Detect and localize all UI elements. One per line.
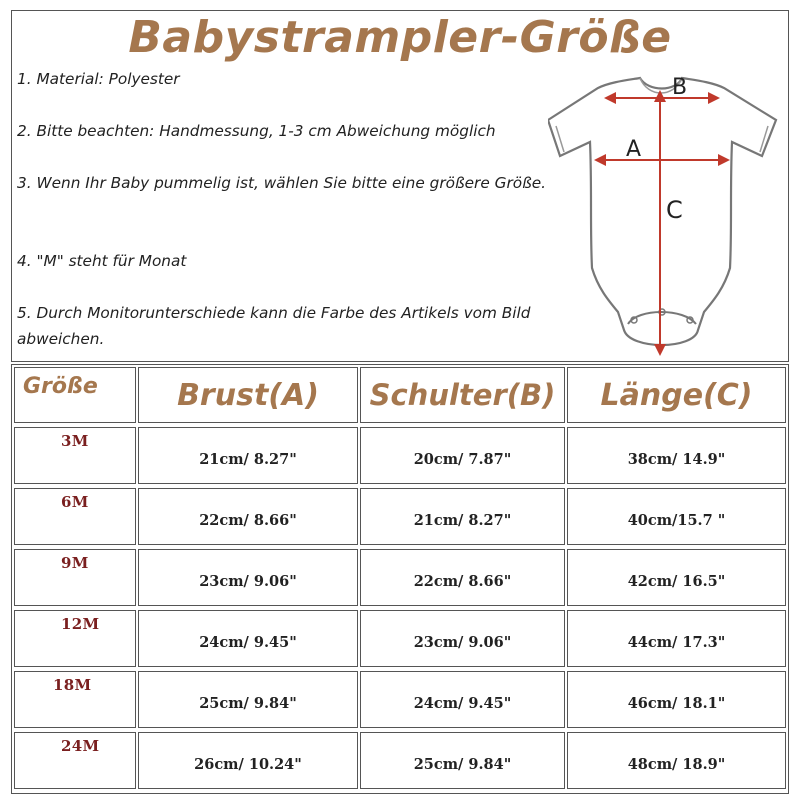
label-a: A — [626, 137, 642, 162]
table-cell-chest — [138, 488, 358, 545]
label-c: C — [666, 196, 683, 224]
header-length — [567, 367, 786, 423]
table-cell-length — [567, 488, 786, 545]
table-cell-chest — [138, 427, 358, 484]
measurement-value: 25cm/ 9.84" — [199, 695, 297, 712]
page-title: Babystrampler-Größe — [128, 12, 672, 63]
measurement-value: 21cm/ 8.27" — [413, 512, 512, 529]
table-cell-chest — [138, 610, 358, 667]
table-cell-shoulder — [360, 488, 565, 545]
size-table — [11, 364, 789, 794]
note-measurement: 2. Bitte beachten: Handmessung, 1-3 cm Abweichung möglich — [17, 122, 496, 140]
measurement-value: 26cm/ 10.24" — [194, 756, 302, 773]
table-cell-size — [14, 610, 136, 667]
table-cell-length — [567, 671, 786, 728]
table-cell-length — [567, 610, 786, 667]
table-cell-shoulder — [360, 732, 565, 789]
table-cell-size — [14, 549, 136, 606]
header-shoulder — [360, 367, 565, 423]
header-shoulder-label: Schulter(B) — [369, 378, 556, 412]
note-color: 5. Durch Monitorunterschiede kann die Farbe des Artikels vom Bild abweichen. — [17, 304, 531, 348]
header-size — [14, 367, 136, 423]
table-cell-shoulder — [360, 427, 565, 484]
table-cell-length — [567, 549, 786, 606]
table-cell-size — [14, 671, 136, 728]
table-cell-shoulder — [360, 671, 565, 728]
measurement-value: 48cm/ 18.9" — [627, 756, 726, 773]
header-size-label: Größe — [23, 374, 98, 399]
measurement-value: 25cm/ 9.84" — [413, 756, 512, 773]
table-cell-chest — [138, 732, 358, 789]
measurement-value: 42cm/ 16.5" — [627, 573, 726, 590]
table-cell-shoulder — [360, 610, 565, 667]
measurement-value: 22cm/ 8.66" — [199, 512, 297, 529]
measurement-value: 22cm/ 8.66" — [413, 573, 512, 590]
measurement-value: 24cm/ 9.45" — [413, 695, 512, 712]
size-label: 18M — [53, 676, 92, 694]
measurement-value: 24cm/ 9.45" — [199, 634, 297, 651]
baby-bodysuit-diagram — [548, 68, 780, 360]
header-length-label: Länge(C) — [600, 377, 753, 413]
measurement-value: 40cm/15.7 " — [627, 512, 726, 529]
note-material: 1. Material: Polyester — [17, 70, 180, 88]
table-cell-chest — [138, 671, 358, 728]
table-cell-length — [567, 427, 786, 484]
measurement-value: 46cm/ 18.1" — [627, 695, 726, 712]
size-label: 6M — [61, 493, 89, 511]
header-chest — [138, 367, 358, 423]
note-month: 4. "M" steht für Monat — [17, 252, 187, 270]
note-size-choice: 3. Wenn Ihr Baby pummelig ist, wählen Sie bitte eine größere Größe. — [17, 174, 546, 192]
size-label: 3M — [61, 432, 89, 450]
measurement-value: 23cm/ 9.06" — [199, 573, 297, 590]
header-chest-label: Brust(A) — [177, 377, 319, 413]
size-label: 24M — [61, 737, 100, 755]
baby-bodysuit-icon — [548, 68, 780, 360]
table-cell-chest — [138, 549, 358, 606]
measurement-value: 23cm/ 9.06" — [413, 634, 512, 651]
table-cell-length — [567, 732, 786, 789]
table-cell-size — [14, 488, 136, 545]
size-label: 12M — [61, 615, 100, 633]
table-cell-shoulder — [360, 549, 565, 606]
table-cell-size — [14, 732, 136, 789]
size-label: 9M — [61, 554, 89, 572]
measurement-value: 21cm/ 8.27" — [199, 451, 297, 468]
table-cell-size — [14, 427, 136, 484]
measurement-value: 38cm/ 14.9" — [627, 451, 726, 468]
label-b: B — [672, 75, 688, 100]
measurement-value: 44cm/ 17.3" — [627, 634, 726, 651]
measurement-value: 20cm/ 7.87" — [413, 451, 512, 468]
